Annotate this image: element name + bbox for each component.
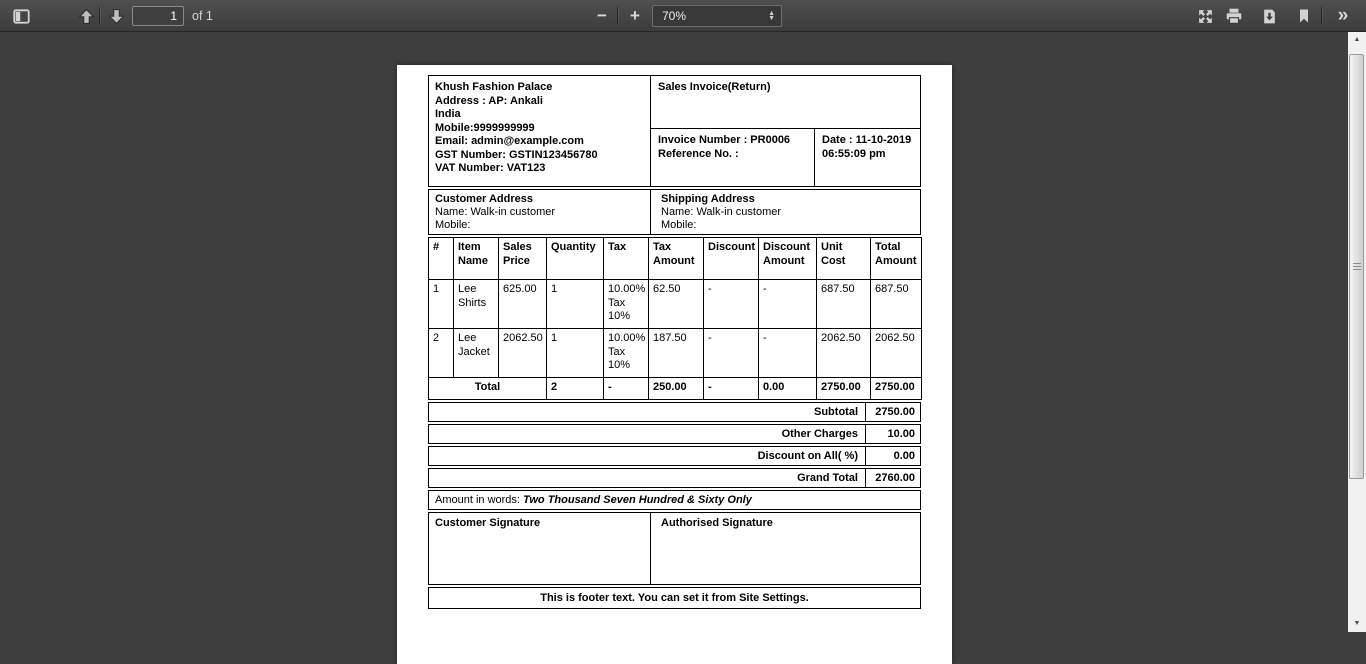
- customer-address-heading: Customer Address: [435, 193, 534, 205]
- more-tools-button[interactable]: [1330, 3, 1356, 29]
- summary-label: Subtotal: [814, 406, 858, 418]
- scroll-up-button[interactable]: [1348, 32, 1366, 48]
- fullscreen-icon: [1197, 8, 1214, 25]
- item-num: 2: [429, 329, 454, 378]
- shipping-mobile: Mobile:: [661, 219, 697, 231]
- invoice-date-cell: [815, 129, 920, 186]
- item-num: 1: [429, 280, 454, 329]
- scroll-down-button[interactable]: [1348, 616, 1366, 632]
- amount-in-words-row: [428, 490, 921, 510]
- summary-value: 2750.00: [865, 403, 920, 421]
- total-discount: -: [704, 378, 759, 400]
- toolbar-separator: [99, 7, 100, 25]
- select-spinner-icon: ▲ ▼: [768, 10, 775, 22]
- print-button[interactable]: [1221, 3, 1247, 29]
- download-icon: [1261, 8, 1278, 25]
- previous-page-button[interactable]: [73, 3, 99, 29]
- shipping-address-heading: Shipping Address: [661, 193, 755, 205]
- scroll-down-icon: ▼: [1353, 620, 1361, 627]
- customer-name: Name: Walk-in customer: [435, 206, 556, 218]
- total-tax-amount: 250.00: [649, 378, 704, 400]
- total-discount-amount: 0.00: [759, 378, 817, 400]
- page-number-input[interactable]: [132, 6, 184, 26]
- total-amount: 2750.00: [871, 378, 922, 400]
- company-mobile: Mobile:9999999999: [435, 121, 535, 134]
- invoice-number-cell: [651, 129, 815, 186]
- presentation-mode-button[interactable]: [1192, 3, 1218, 29]
- item-discount: -: [704, 280, 759, 329]
- sidebar-toggle-button[interactable]: [8, 3, 34, 29]
- invoice-title: Sales Invoice(Return): [651, 76, 920, 129]
- summary-value: 10.00: [865, 425, 920, 443]
- total-unit-cost: 2750.00: [817, 378, 871, 400]
- sidebar-toggle-icon: [13, 8, 30, 25]
- company-email: Email: admin@example.com: [435, 135, 584, 147]
- scrollbar-thumb[interactable]: [1349, 54, 1364, 479]
- download-button[interactable]: [1256, 3, 1282, 29]
- arrow-down-icon: [108, 8, 125, 25]
- summary-row: [428, 424, 921, 444]
- authorised-signature-label: Authorised Signature: [661, 517, 773, 529]
- items-total-row: [429, 378, 922, 400]
- pdf-page: [397, 65, 952, 664]
- col-header: Item Name: [454, 238, 499, 280]
- item-unit-cost: 687.50: [817, 280, 871, 329]
- invoice-footer-text: This is footer text. You can set it from Site Settings.: [428, 587, 921, 609]
- item-qty: 1: [547, 329, 604, 378]
- zoom-level-select[interactable]: [652, 5, 782, 27]
- zoom-level-value: 70%: [662, 9, 687, 23]
- total-qty: 2: [547, 378, 604, 400]
- items-table: [428, 237, 922, 400]
- amount-in-words-value: Two Thousand Seven Hundred & Sixty Only: [523, 494, 752, 506]
- plus-icon: +: [630, 6, 640, 25]
- summary-label: Other Charges: [781, 428, 858, 440]
- vertical-scrollbar[interactable]: [1348, 32, 1366, 632]
- company-vat: VAT Number: VAT123: [435, 162, 546, 174]
- invoice-time: 06:55:09 pm: [822, 147, 886, 160]
- scroll-up-icon: ▲: [1353, 36, 1361, 43]
- shipping-name: Name: Walk-in customer: [661, 206, 782, 218]
- items-header-row: [429, 238, 922, 280]
- item-total: 687.50: [871, 280, 922, 329]
- item-tax-amount: 187.50: [649, 329, 704, 378]
- customer-mobile: Mobile:: [435, 219, 471, 231]
- item-tax: 10.00% Tax 10%: [604, 329, 649, 378]
- col-header: Total Amount: [871, 238, 922, 280]
- summary-label: Grand Total: [797, 472, 858, 484]
- toolbar-separator: [1321, 7, 1322, 25]
- item-discount-amount: -: [759, 280, 817, 329]
- invoice-number: Invoice Number : PR0006: [658, 134, 791, 146]
- summary-row: [428, 468, 921, 488]
- pdf-viewer-area: [0, 32, 1348, 632]
- zoom-in-button[interactable]: [622, 3, 648, 29]
- reference-number: Reference No. :: [658, 147, 739, 160]
- company-address-line1: Address : AP: Ankali: [435, 94, 543, 107]
- summary-row: [428, 446, 921, 466]
- signature-section: [428, 512, 921, 585]
- summary-label: Discount on All( %): [757, 450, 858, 462]
- col-header: Discount Amount: [759, 238, 817, 280]
- item-discount: -: [704, 329, 759, 378]
- col-header: Quantity: [547, 238, 604, 280]
- item-total: 2062.50: [871, 329, 922, 378]
- chevron-double-right-icon: »: [1337, 5, 1349, 26]
- invoice-document: [428, 75, 921, 609]
- summary-value: 2760.00: [865, 469, 920, 487]
- total-label: Total: [429, 378, 547, 400]
- zoom-out-button[interactable]: [589, 3, 615, 29]
- company-name: Khush Fashion Palace: [435, 81, 553, 93]
- summary-row: [428, 402, 921, 422]
- customer-address: [429, 190, 651, 234]
- item-qty: 1: [547, 280, 604, 329]
- item-tax-amount: 62.50: [649, 280, 704, 329]
- item-unit-cost: 2062.50: [817, 329, 871, 378]
- customer-signature-label: Customer Signature: [429, 513, 651, 584]
- item-row: [429, 280, 922, 329]
- col-header: Unit Cost: [817, 238, 871, 280]
- arrow-up-icon: [78, 8, 95, 25]
- next-page-button[interactable]: [103, 3, 129, 29]
- company-gst: GST Number: GSTIN123456780: [435, 148, 598, 161]
- scrollbar-grip-icon: [1353, 263, 1361, 270]
- address-section: [428, 189, 921, 235]
- item-price: 625.00: [499, 280, 547, 329]
- page-count-label: of 1: [192, 9, 213, 23]
- amount-in-words-label: Amount in words:: [435, 494, 524, 506]
- col-header: Tax Amount: [649, 238, 704, 280]
- summary-value: 0.00: [865, 447, 920, 465]
- invoice-date: Date : 11-10-2019: [822, 134, 912, 146]
- item-name: Lee Shirts: [454, 280, 499, 329]
- shipping-address: [651, 190, 920, 234]
- toolbar-separator: [617, 7, 618, 25]
- item-discount-amount: -: [759, 329, 817, 378]
- bookmark-button[interactable]: [1291, 3, 1317, 29]
- item-name: Lee Jacket: [454, 329, 499, 378]
- company-info: [429, 76, 651, 186]
- col-header: Sales Price: [499, 238, 547, 280]
- invoice-header-section: [428, 75, 921, 187]
- print-icon: [1225, 7, 1243, 25]
- total-tax: -: [604, 378, 649, 400]
- minus-icon: −: [597, 6, 607, 25]
- col-header: #: [429, 238, 454, 280]
- col-header: Discount: [704, 238, 759, 280]
- col-header: Tax: [604, 238, 649, 280]
- company-address-line2: India: [435, 108, 461, 120]
- item-price: 2062.50: [499, 329, 547, 378]
- pdf-toolbar: [0, 0, 1366, 32]
- item-row: [429, 329, 922, 378]
- item-tax: 10.00% Tax 10%: [604, 280, 649, 329]
- bookmark-icon: [1296, 8, 1312, 24]
